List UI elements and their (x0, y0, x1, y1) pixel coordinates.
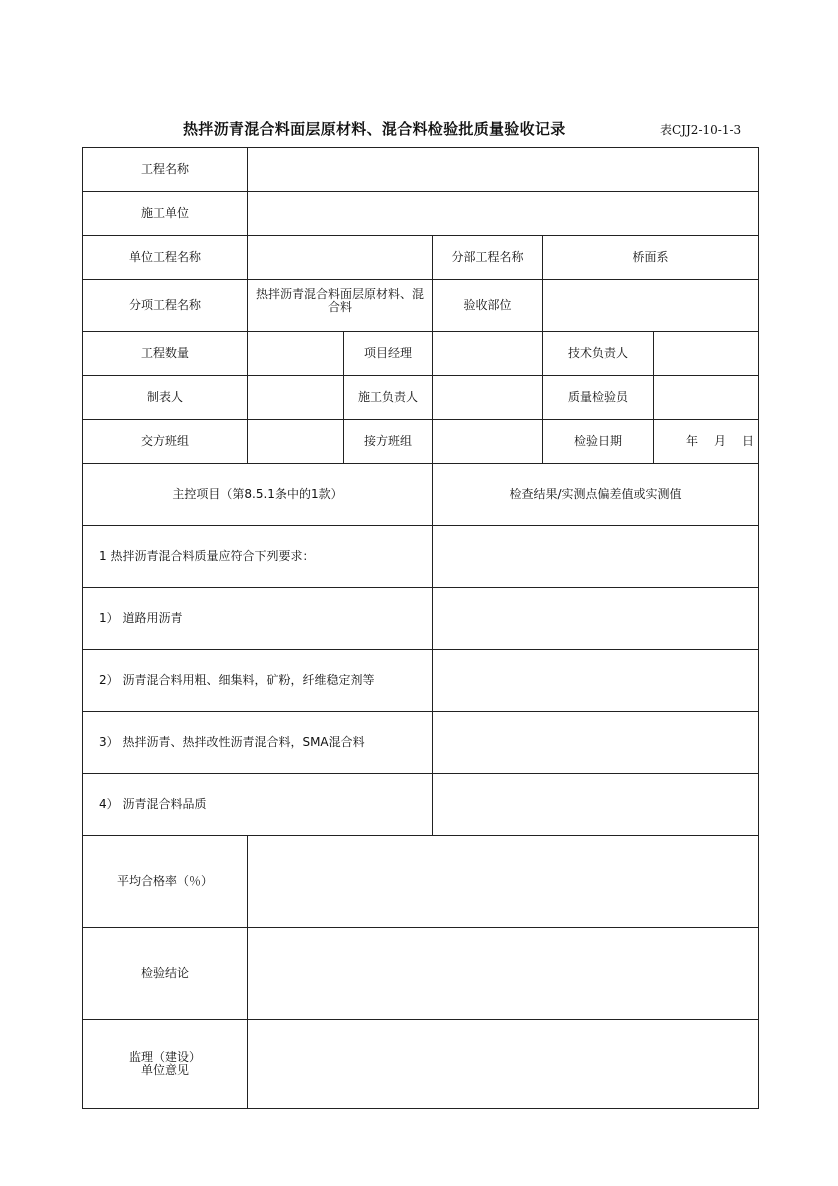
quantity-label: 工程数量 (83, 332, 248, 376)
conclusion-label: 检验结论 (83, 928, 248, 1020)
pass-rate-label: 平均合格率（％） (83, 836, 248, 928)
quality-inspector-label: 质量检验员 (543, 376, 654, 420)
project-name-label: 工程名称 (83, 148, 248, 192)
acceptance-record-table (82, 147, 759, 1109)
result-field[interactable] (433, 650, 759, 712)
quantity-field[interactable] (248, 332, 344, 376)
acceptance-location-label: 验收部位 (433, 280, 543, 332)
acceptance-location-field[interactable] (543, 280, 759, 332)
main-control-item: 2） 沥青混合料用粗、细集料，矿粉，纤维稳定剂等 (83, 650, 433, 712)
result-field[interactable] (433, 526, 759, 588)
project-manager-field[interactable] (433, 332, 543, 376)
result-header: 检查结果/实测点偏差值或实测值 (433, 464, 759, 526)
month-label: 月 (713, 434, 726, 448)
form-maker-label: 制表人 (83, 376, 248, 420)
main-control-item: 1 热拌沥青混合料质量应符合下列要求： (83, 526, 433, 588)
pass-rate-field[interactable] (248, 836, 759, 928)
supervision-field[interactable] (248, 1020, 759, 1109)
form-title: 热拌沥青混合料面层原材料、混合料检验批质量验收记录 (183, 120, 566, 138)
supervision-label: 监理（建设）单位意见 (83, 1020, 248, 1109)
construction-unit-label: 施工单位 (83, 192, 248, 236)
main-control-item: 1） 道路用沥青 (83, 588, 433, 650)
technical-lead-field[interactable] (654, 332, 759, 376)
day-label: 日 (742, 434, 755, 448)
subitem-project-name-label: 分项工程名称 (83, 280, 248, 332)
handover-team-field[interactable] (248, 420, 344, 464)
main-control-item: 3） 热拌沥青、热拌改性沥青混合料，SMA混合料 (83, 712, 433, 774)
technical-lead-label: 技术负责人 (543, 332, 654, 376)
result-field[interactable] (433, 712, 759, 774)
inspection-date-field[interactable] (654, 420, 759, 464)
result-field[interactable] (433, 774, 759, 836)
main-control-header: 主控项目（第8.5.1条中的1款） (83, 464, 433, 526)
main-control-item: 4） 沥青混合料品质 (83, 774, 433, 836)
division-project-name-field[interactable]: 桥面系 (543, 236, 759, 280)
construction-lead-label: 施工负责人 (344, 376, 433, 420)
subitem-project-name-field[interactable]: 热拌沥青混合料面层原材料、混合料 (248, 280, 433, 332)
handover-team-label: 交方班组 (83, 420, 248, 464)
receiving-team-field[interactable] (433, 420, 543, 464)
result-field[interactable] (433, 588, 759, 650)
quality-inspector-field[interactable] (654, 376, 759, 420)
construction-unit-field[interactable] (248, 192, 759, 236)
receiving-team-label: 接方班组 (344, 420, 433, 464)
division-project-name-label: 分部工程名称 (433, 236, 543, 280)
conclusion-field[interactable] (248, 928, 759, 1020)
form-maker-field[interactable] (248, 376, 344, 420)
form-code: 表CJJ2-10-1-3 (660, 123, 742, 137)
project-name-field[interactable] (248, 148, 759, 192)
unit-project-name-label: 单位工程名称 (83, 236, 248, 280)
construction-lead-field[interactable] (433, 376, 543, 420)
year-label: 年 (685, 434, 698, 448)
unit-project-name-field[interactable] (248, 236, 433, 280)
inspection-date-label: 检验日期 (543, 420, 654, 464)
project-manager-label: 项目经理 (344, 332, 433, 376)
